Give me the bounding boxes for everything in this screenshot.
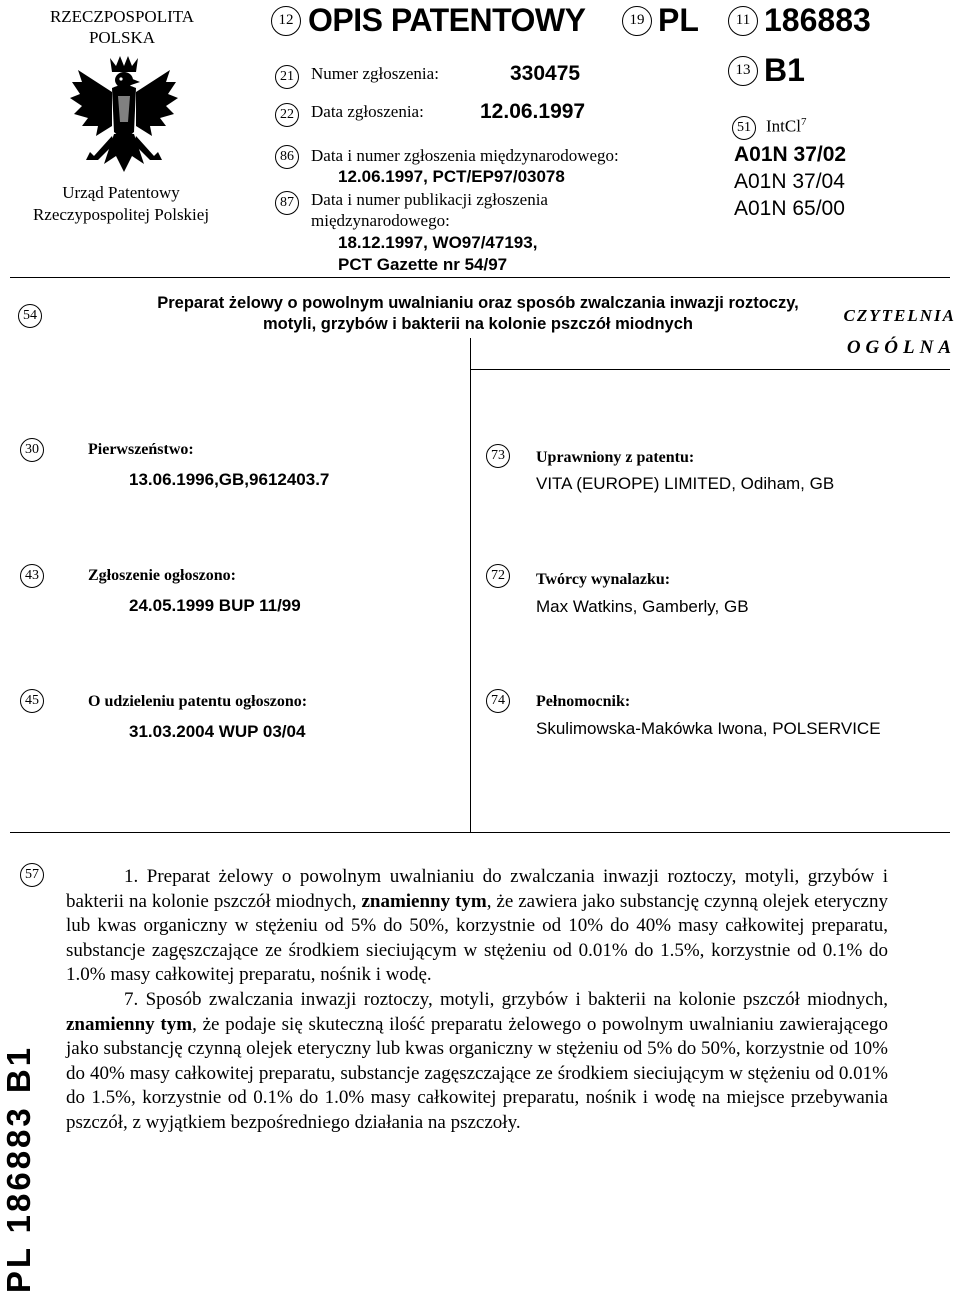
attorney-label: Pełnomocnik: [536,693,631,710]
inid-code-74: 74 [486,689,510,713]
intcl-edition: 7 [800,116,807,128]
inventors-label: Twórcy wynalazku: [536,571,671,588]
claim-1-body: , że zawiera jako substancję czynną olejek eteryczny lub kwas organiczny w stężeniu od 5% do 50%, korzystnie od 10% do 40% masy całkowitej preparatu, substancje zagęszczające ze środkiem sieciującym w stężeniu od 0.01% do 1.5%, korzystnie od 0.1% do 1.0% masy całkowitej preparatu, nośnik i wodę. [66,890,888,986]
inid-code-87: 87 [275,191,299,215]
header-divider [10,277,950,278]
inid-code-45: 45 [20,689,44,713]
application-date-value: 12.06.1997 [480,100,586,123]
patent-owner-value: VITA (EUROPE) LIMITED, Odiham, GB [536,474,835,493]
country-code: PL [658,2,699,38]
library-stamp [832,300,956,364]
claim-1-preamble: Preparat żelowy o powolnym uwalnianiu do zwalczania inwazji roztoczy, motyli, grzybów i bakterii na kolonie pszczół miodnych, [66,866,888,912]
inid-code-43: 43 [20,564,44,588]
inid-code-86: 86 [275,145,299,169]
stamp-underline [470,369,950,370]
claim-1 [66,865,888,988]
country-line-2: POLSKA [88,28,156,47]
country-name [22,6,222,48]
inid-code-51: 51 [732,116,756,140]
invention-title-line-2: motyli, grzybów i bakterii na kolonie pszczół miodnych [263,315,693,333]
office-line-2: Rzeczypospolitej Polskiej [32,205,210,224]
priority-value: 13.06.1996,GB,9612403.7 [129,470,330,489]
inid-code-22: 22 [275,103,299,127]
claim-1-characterized: znamienny tym [361,890,487,912]
application-published-label: Zgłoszenie ogłoszono: [88,567,236,584]
stamp-line-2: OGÓLNA [846,337,956,358]
patent-number: 186883 [764,2,871,38]
inid-code-72: 72 [486,564,510,588]
intcl-label [766,116,806,137]
inid-code-19: 19 [622,6,652,36]
patent-office-name [10,182,232,226]
inid-code-13: 13 [728,56,758,86]
claim-7 [66,988,888,1136]
inid-code-73: 73 [486,444,510,468]
kind-code: B1 [764,52,805,88]
invention-title-line-1: Preparat żelowy o powolnym uwalnianiu oraz sposób zwalczania inwazji roztoczy, [157,294,799,312]
country-line-1: RZECZPOSPOLITA [49,7,195,26]
eagle-emblem [68,52,180,180]
patent-owner-label: Uprawniony z patentu: [536,449,695,466]
claim-7-body: , że podaje się skuteczną ilość preparatu żelowego o powolnym uwalnianiu zawierającego jako substancję czynną olejek eteryczny lub kwas organiczny w stężeniu od 5% do 50%, korzystnie od 10% do 40% masy całkowitej preparatu, substancje zagęszczające ze środkiem sieciującym w stężeniu od 0.01% do 1.5%, korzystnie od 0.1% do 1.0% masy całkowitej preparatu, nośnik i wodę na miejsce przebywania pszczół, z wyjątkiem bezpośredniego działania na pszczoły. [66,1013,889,1133]
inid-code-30: 30 [20,438,44,462]
claims-text [66,865,888,1136]
document-title: OPIS PATENTOWY [308,2,586,38]
application-number-label: Numer zgłoszenia: [311,64,439,83]
inid-code-21: 21 [275,65,299,89]
inid-code-57: 57 [20,863,44,887]
invention-title [128,293,828,335]
claim-1-number: 1. [124,866,139,887]
application-published-value: 24.05.1999 BUP 11/99 [129,596,301,615]
classification-secondary-2: A01N 65/00 [734,197,845,220]
side-patent-label: PL 186883 B1 [0,1044,37,1294]
inid-code-54: 54 [18,304,42,328]
intcl-label-text: IntCl [766,116,801,136]
priority-label: Pierwszeństwo: [88,441,194,458]
application-date-label: Data zgłoszenia: [311,102,424,121]
attorney-value: Skulimowska-Makówka Iwona, POLSERVICE [536,719,881,738]
publication-label-1: Data i numer publikacji zgłoszenia [311,190,548,209]
classification-secondary-1: A01N 37/04 [734,170,845,193]
classification-primary: A01N 37/02 [734,143,847,166]
claim-7-preamble: Sposób zwalczania inwazji roztoczy, motyli, grzybów i bakterii na kolonie pszczół miodnych, [138,988,888,1010]
international-application-label: Data i numer zgłoszenia międzynarodowego: [311,146,619,165]
table-center-divider [470,338,471,832]
inid-code-12: 12 [271,6,301,36]
publication-label-2: międzynarodowego: [311,211,450,230]
application-number-value: 330475 [510,62,581,85]
claim-7-characterized: znamienny tym [66,1013,193,1035]
publication-value-1: 18.12.1997, WO97/47193, [338,233,538,252]
office-line-1: Urząd Patentowy [62,183,180,202]
publication-value-2: PCT Gazette nr 54/97 [338,255,508,274]
grant-published-label: O udzieleniu patentu ogłoszono: [88,693,308,710]
international-application-value: 12.06.1997, PCT/EP97/03078 [338,167,565,186]
inventors-value: Max Watkins, Gamberly, GB [536,597,749,616]
stamp-line-1: CZYTELNIA [843,306,956,325]
inid-code-11: 11 [728,6,758,36]
claim-7-number: 7. [124,988,139,1010]
grant-published-value: 31.03.2004 WUP 03/04 [129,722,306,741]
table-bottom-rule [10,832,950,833]
